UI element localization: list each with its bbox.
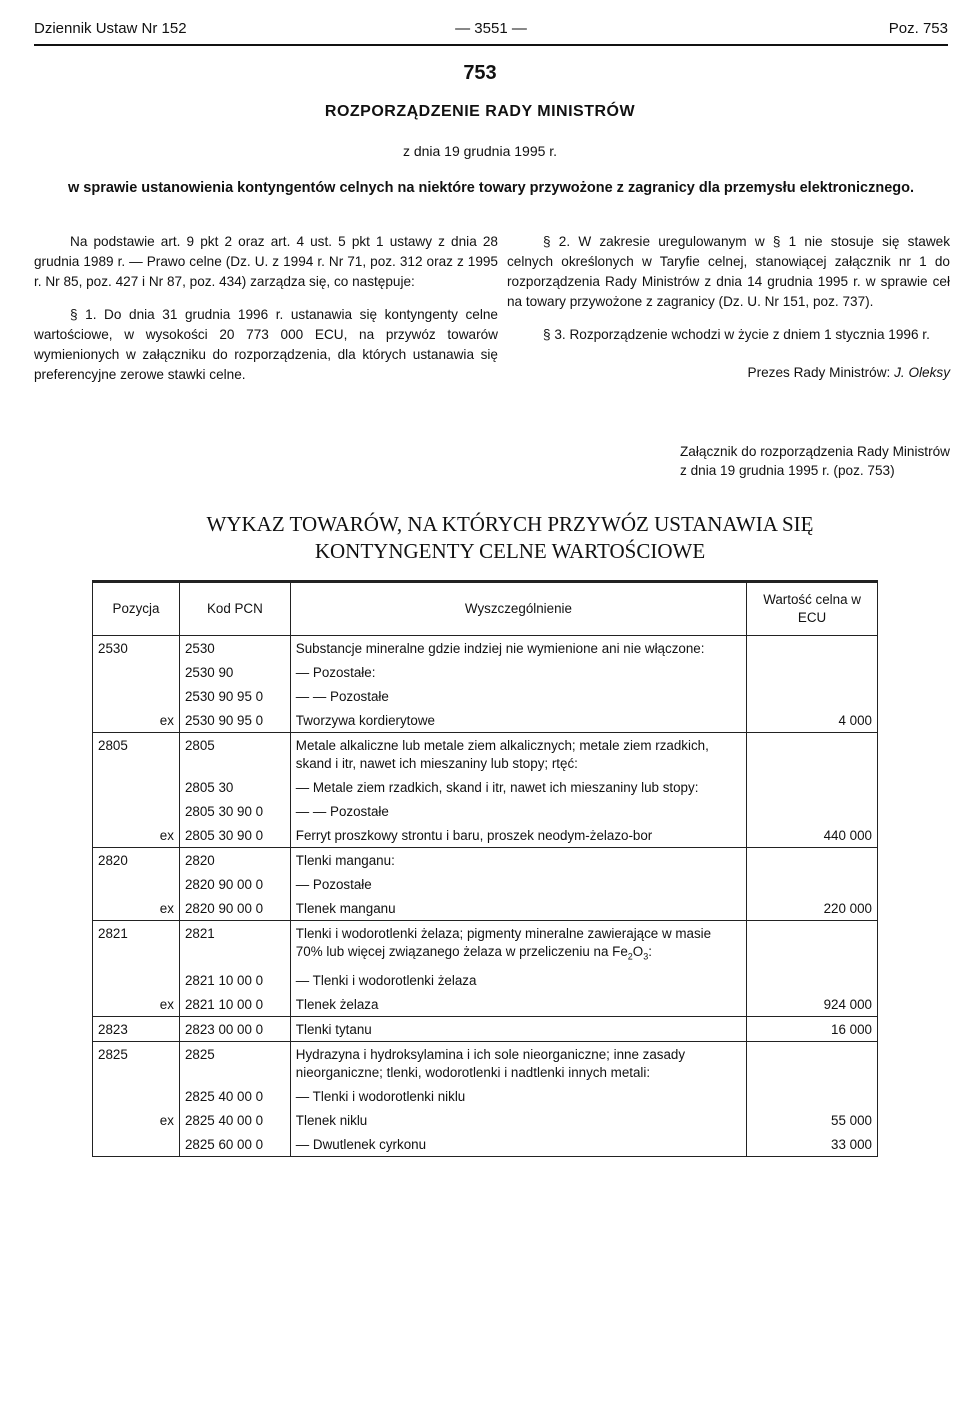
cell-kod-pcn: 2823 00 00 0 bbox=[179, 1016, 290, 1041]
table-row bbox=[93, 799, 878, 823]
cell-wyszczegolnienie: — Dwutlenek cyrkonu bbox=[290, 1132, 746, 1157]
table-row bbox=[93, 733, 878, 776]
cell-wyszczegolnienie: Metale alkaliczne lub metale ziem alkalicznych; metale ziem rzadkich, skand i itr, nawet ich mieszaniny lub stopy; rtęć: bbox=[290, 733, 746, 776]
table-row bbox=[93, 684, 878, 708]
cell-kod-pcn: 2825 60 00 0 bbox=[179, 1132, 290, 1157]
act-number: 753 bbox=[463, 62, 497, 84]
cell-pozycja bbox=[93, 1132, 180, 1157]
table-row bbox=[93, 872, 878, 896]
cell-wartosc-celna: 220 000 bbox=[747, 896, 878, 921]
cell-pozycja bbox=[93, 872, 180, 896]
cell-kod-pcn: 2530 90 95 0 bbox=[179, 708, 290, 733]
page-header bbox=[34, 18, 948, 44]
cell-wyszczegolnienie: — Tlenki i wodorotlenki niklu bbox=[290, 1084, 746, 1108]
cell-kod-pcn: 2825 bbox=[179, 1041, 290, 1084]
cell-wyszczegolnienie: — — Pozostałe bbox=[290, 799, 746, 823]
cell-wartosc-celna bbox=[747, 799, 878, 823]
cell-wyszczegolnienie: Tlenki i wodorotlenki żelaza; pigmenty mineralne zawierające w masie 70% lub więcej związanego żelaza w przeliczeniu na $Fe_2O_3$: bbox=[290, 921, 746, 968]
cell-wyszczegolnienie: — Metale ziem rzadkich, skand i itr, nawet ich mieszaniny lub stopy: bbox=[290, 775, 746, 799]
table-row bbox=[93, 968, 878, 992]
act-date: z dnia 19 grudnia 1995 r. bbox=[402, 143, 558, 159]
cell-wartosc-celna: 924 000 bbox=[747, 992, 878, 1017]
cell-kod-pcn: 2805 30 90 0 bbox=[179, 823, 290, 848]
table-row bbox=[93, 1016, 878, 1041]
cell-kod-pcn: 2820 90 00 0 bbox=[179, 896, 290, 921]
table-row bbox=[93, 823, 878, 848]
right-column bbox=[507, 232, 950, 383]
cell-wyszczegolnienie: Substancje mineralne gdzie indziej nie wymienione ani nie włączone: bbox=[290, 636, 746, 661]
cell-kod-pcn: 2821 10 00 0 bbox=[179, 968, 290, 992]
signature-name: J. Oleksy bbox=[894, 365, 950, 380]
cell-kod-pcn: 2825 40 00 0 bbox=[179, 1108, 290, 1132]
cell-pozycja bbox=[93, 968, 180, 992]
header-wyszczegolnienie: Wyszczególnienie bbox=[290, 582, 746, 636]
cell-pozycja bbox=[93, 823, 180, 848]
cell-pozycja bbox=[93, 684, 180, 708]
table-row bbox=[93, 708, 878, 733]
table-row bbox=[93, 848, 878, 873]
cell-wyszczegolnienie: Tlenki tytanu bbox=[290, 1016, 746, 1041]
cell-kod-pcn: 2530 90 95 0 bbox=[179, 684, 290, 708]
cell-pozycja: 2821 bbox=[93, 921, 180, 968]
ex-marker: ex bbox=[159, 828, 174, 843]
cell-pozycja bbox=[93, 896, 180, 921]
quota-table-body bbox=[93, 636, 878, 1157]
cell-wartosc-celna bbox=[747, 684, 878, 708]
ex-marker: ex bbox=[159, 713, 174, 728]
cell-wyszczegolnienie: — — Pozostałe bbox=[290, 684, 746, 708]
cell-wartosc-celna bbox=[747, 872, 878, 896]
left-column bbox=[34, 232, 498, 398]
cell-wartosc-celna bbox=[747, 733, 878, 776]
cell-wyszczegolnienie: Hydrazyna i hydroksylamina i ich sole nieorganiczne; inne zasady nieorganiczne; tlenki, wodorotlenki i nadtlenki innych metali: bbox=[290, 1041, 746, 1084]
cell-pozycja: 2825 bbox=[93, 1041, 180, 1084]
table-row bbox=[93, 896, 878, 921]
cell-wartosc-celna: 33 000 bbox=[747, 1132, 878, 1157]
cell-wartosc-celna bbox=[747, 1041, 878, 1084]
cell-wartosc-celna bbox=[747, 1084, 878, 1108]
cell-kod-pcn: 2821 bbox=[179, 921, 290, 968]
act-subject: w sprawie ustanowienia kontyngentów celnych na niektóre towary przywożone z zagranicy dla przemysłu elektronicznego. bbox=[67, 180, 915, 196]
table-row bbox=[93, 992, 878, 1017]
cell-pozycja bbox=[93, 992, 180, 1017]
cell-kod-pcn: 2820 bbox=[179, 848, 290, 873]
cell-wartosc-celna bbox=[747, 775, 878, 799]
cell-wyszczegolnienie: Tlenek manganu bbox=[290, 896, 746, 921]
cell-wartosc-celna bbox=[747, 660, 878, 684]
table-row bbox=[93, 1108, 878, 1132]
cell-pozycja bbox=[93, 799, 180, 823]
cell-kod-pcn: 2821 10 00 0 bbox=[179, 992, 290, 1017]
table-row bbox=[93, 636, 878, 661]
journal-name: Dziennik Ustaw Nr 152 bbox=[34, 20, 187, 37]
cell-pozycja: 2530 bbox=[93, 636, 180, 661]
cell-pozycja bbox=[93, 708, 180, 733]
table-row bbox=[93, 775, 878, 799]
paragraph-2: § 2. W zakresie uregulowanym w § 1 nie stosuje się stawek celnych określonych w Taryfie celnej, stanowiącej załącznik nr 1 do rozporządzenia Rady Ministrów z dnia 14 grudnia 1995 r. w sprawie ceł na towary przywożone z zagranicy (Dz. U. Nr 151, poz. 737). bbox=[507, 234, 950, 309]
cell-pozycja: 2805 bbox=[93, 733, 180, 776]
cell-wyszczegolnienie: Tlenki manganu: bbox=[290, 848, 746, 873]
list-title-line-2: KONTYNGENTY CELNE WARTOŚCIOWE bbox=[314, 539, 706, 563]
ex-marker: ex bbox=[159, 996, 174, 1012]
header-wartosc-celna: Wartość celna w ECU bbox=[747, 582, 878, 636]
cell-wyszczegolnienie: — Tlenki i wodorotlenki żelaza bbox=[290, 968, 746, 992]
cell-kod-pcn: 2805 30 bbox=[179, 775, 290, 799]
signature-role: Prezes Rady Ministrów: bbox=[747, 365, 891, 380]
table-row bbox=[93, 660, 878, 684]
cell-wartosc-celna bbox=[747, 636, 878, 661]
cell-kod-pcn: 2805 bbox=[179, 733, 290, 776]
intro-paragraph: Na podstawie art. 9 pkt 2 oraz art. 4 ust. 5 pkt 1 ustawy z dnia 28 grudnia 1989 r. — Prawo celne (Dz. U. z 1994 r. Nr 71, poz. 312 oraz z 1995 r. Nr 85, poz. 427 i Nr 87, poz. 434) zarządza się, co następuje: bbox=[34, 234, 498, 289]
cell-wyszczegolnienie: — Pozostałe bbox=[290, 872, 746, 896]
paragraph-3: § 3. Rozporządzenie wchodzi w życie z dniem 1 stycznia 1996 r. bbox=[543, 327, 930, 342]
cell-pozycja: 2820 bbox=[93, 848, 180, 873]
cell-wyszczegolnienie: Ferryt proszkowy strontu i baru, proszek neodym-żelazo-bor bbox=[290, 823, 746, 848]
table-row bbox=[93, 921, 878, 968]
cell-wyszczegolnienie: Tlenek żelaza bbox=[290, 992, 746, 1017]
cell-wartosc-celna: 4 000 bbox=[747, 708, 878, 733]
header-rule bbox=[34, 44, 948, 46]
cell-wartosc-celna bbox=[747, 968, 878, 992]
signature bbox=[507, 363, 950, 383]
cell-kod-pcn: 2820 90 00 0 bbox=[179, 872, 290, 896]
position-number: Poz. 753 bbox=[888, 20, 948, 37]
cell-kod-pcn: 2825 40 00 0 bbox=[179, 1084, 290, 1108]
cell-wartosc-celna bbox=[747, 921, 878, 968]
cell-kod-pcn: 2530 90 bbox=[179, 660, 290, 684]
quota-table bbox=[92, 580, 878, 1157]
cell-pozycja: 2823 bbox=[93, 1016, 180, 1041]
cell-wartosc-celna: 16 000 bbox=[747, 1016, 878, 1041]
page-number: — 3551 — bbox=[455, 20, 527, 37]
table-header-row bbox=[93, 582, 878, 636]
cell-pozycja bbox=[93, 660, 180, 684]
cell-pozycja bbox=[93, 1084, 180, 1108]
header-kod-pcn: Kod PCN bbox=[179, 582, 290, 636]
header-pozycja: Pozycja bbox=[93, 582, 180, 636]
table-row bbox=[93, 1084, 878, 1108]
cell-wartosc-celna: 440 000 bbox=[747, 823, 878, 848]
cell-kod-pcn: 2530 bbox=[179, 636, 290, 661]
table-row bbox=[93, 1132, 878, 1157]
cell-wyszczegolnienie: Tlenek niklu bbox=[290, 1108, 746, 1132]
paragraph-1: § 1. Do dnia 31 grudnia 1996 r. ustanawia się kontyngenty celne wartościowe, w wysokości 20 773 000 ECU, na przywóz towarów wymienionych w załączniku do rozporządzenia, dla których ustanawia się preferencyjne zerowe stawki celne. bbox=[34, 307, 498, 382]
cell-wyszczegolnienie: — Pozostałe: bbox=[290, 660, 746, 684]
list-title bbox=[0, 511, 960, 565]
list-title-line-1: WYKAZ TOWARÓW, NA KTÓRYCH PRZYWÓZ USTANAWIA SIĘ bbox=[206, 512, 814, 536]
ex-marker: ex bbox=[159, 901, 174, 916]
act-title: ROZPORZĄDZENIE RADY MINISTRÓW bbox=[324, 103, 636, 120]
cell-wartosc-celna: 55 000 bbox=[747, 1108, 878, 1132]
annex-note: Załącznik do rozporządzenia Rady Ministrów z dnia 19 grudnia 1995 r. (poz. 753) bbox=[680, 444, 950, 478]
cell-kod-pcn: 2805 30 90 0 bbox=[179, 799, 290, 823]
cell-wyszczegolnienie: Tworzywa kordierytowe bbox=[290, 708, 746, 733]
cell-pozycja bbox=[93, 1108, 180, 1132]
ex-marker: ex bbox=[159, 1112, 174, 1128]
cell-pozycja bbox=[93, 775, 180, 799]
cell-wartosc-celna bbox=[747, 848, 878, 873]
table-row bbox=[93, 1041, 878, 1084]
